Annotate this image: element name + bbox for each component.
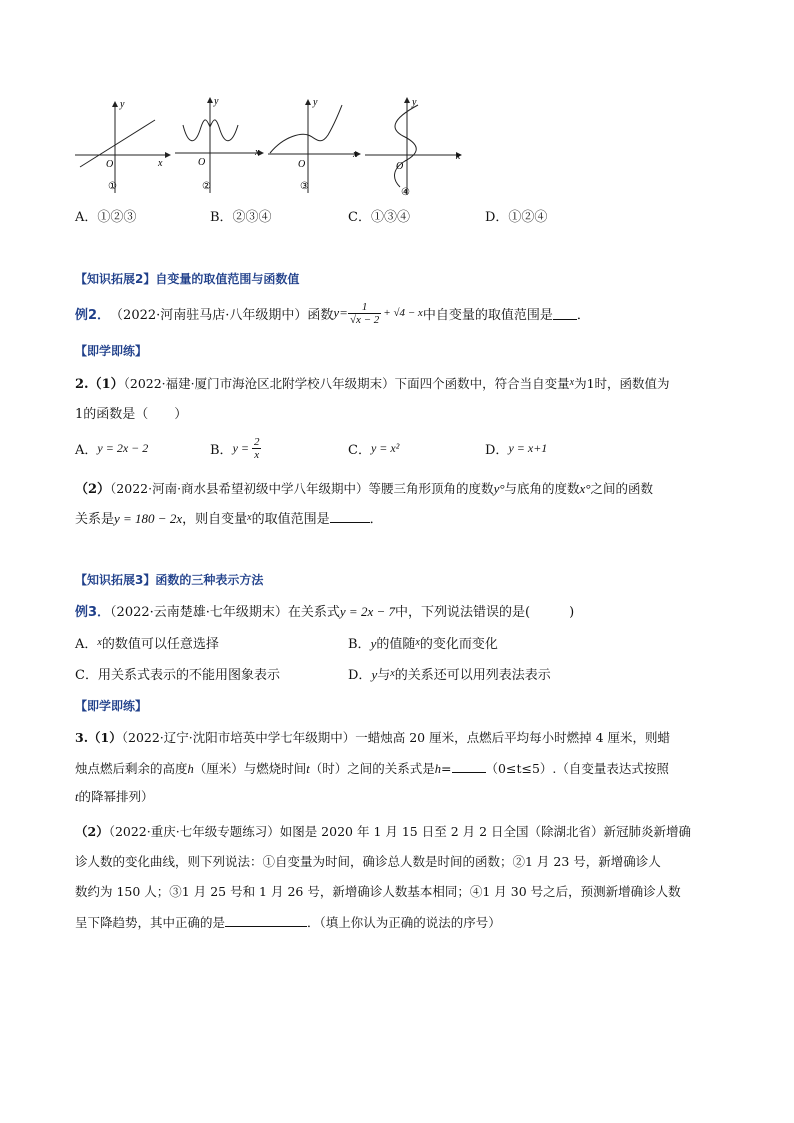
q2-1-option-d — [485, 432, 547, 464]
q2-1-option-b-label: B． — [210, 442, 233, 458]
q2-1-prefix: 2.（1） — [75, 377, 124, 392]
graph-2 — [175, 96, 264, 193]
graph-1-origin: O — [106, 159, 114, 170]
q3-1-h: h — [187, 762, 194, 776]
q2-1-option-b-fraction — [252, 436, 262, 461]
q2-2-line2-c: 的取值范围是 — [251, 512, 330, 527]
example3-option-b-y: y — [370, 636, 377, 651]
q2-1-option-c-expr: y = x² — [370, 440, 400, 455]
q3-1-line3 — [75, 787, 154, 805]
q3-2-answer-blank[interactable] — [225, 914, 307, 927]
graph-1-y-label: y — [120, 99, 125, 110]
example2-func-y: y= — [333, 305, 348, 320]
section2-header: 【知识拓展2】自变量的取值范围与函数值 — [75, 272, 300, 286]
q3-1-h2: h — [434, 762, 442, 776]
q3-1-eq: = — [441, 761, 452, 776]
example3-option-b-end: 的变化而变化 — [419, 637, 498, 652]
q2-2-var: x — [247, 512, 252, 523]
graph-2-label: ② — [202, 181, 211, 192]
graph-4-y-label: y — [412, 97, 417, 108]
graph-1 — [75, 99, 171, 193]
q3-2-line4-b: ．（填上你认为正确的说法的序号） — [307, 915, 501, 930]
q3-1-line1 — [75, 728, 670, 746]
q3-1-line2-a: 烛点燃后剩余的高度 — [75, 761, 188, 776]
q1-option-a: A．①②③ — [75, 210, 137, 225]
q3-1-line3-text: 的降幂排列） — [78, 789, 154, 804]
example3-option-d-y: y — [371, 667, 378, 682]
q2-1-option-a-label: A． — [75, 442, 98, 458]
graph-3-origin: O — [298, 159, 306, 170]
graph-2-x-label: x — [255, 147, 260, 158]
q3-2-text: （2022·重庆·七年级专题练习）如图是 2020 年 1 月 15 日至 2 月 2 日全国（除湖北省）新冠肺炎新增确 — [108, 824, 692, 839]
example3-option-b — [348, 633, 498, 652]
example2-answer-blank[interactable] — [553, 307, 577, 320]
q2-2-text: （2022·河南·商水县希望初级中学八年级期中）等腰三角形顶角的度数 — [110, 481, 494, 496]
q1-option-b: B．②③④ — [210, 210, 272, 225]
example3-option-b-x: x — [415, 637, 420, 648]
section2-practice-header: 【即学即练】 — [75, 344, 148, 358]
graph-1-x-label: x — [158, 158, 163, 169]
example2-fraction — [348, 301, 381, 326]
q2-1-var: x — [569, 377, 575, 388]
q3-1-text: （2022·辽宁·沈阳市培英中学七年级期中）一蜡烛高 20 厘米，点燃后平均每小时燃掉 4 厘米，则蜡 — [121, 730, 671, 745]
q2-1-option-d-label: D． — [485, 442, 509, 458]
q3-1-prefix: 3.（1） — [75, 730, 122, 745]
q2-1-option-b-lhs: y = — [232, 440, 249, 455]
q2-2-prefix: （2） — [75, 482, 111, 497]
q2-2-y: y° — [493, 481, 505, 496]
q2-2-mid: 与底角的度数 — [504, 481, 580, 496]
q2-1-option-c — [348, 432, 399, 464]
example3-option-a-text: 的数值可以任意选择 — [101, 637, 219, 652]
graph-1-label: ① — [108, 181, 117, 192]
q2-1-option-a-expr: y = 2x − 2 — [97, 440, 149, 455]
q2-2-dot: ． — [369, 512, 383, 527]
graph-2-origin: O — [198, 157, 206, 168]
q3-1-range: （0≤t≤5）.（自变量表达式按照 — [485, 761, 669, 776]
q3-2-prefix: （2） — [75, 824, 109, 839]
q2-1-option-d-expr: y = x+1 — [508, 440, 548, 455]
q3-1-line2-c: （时）之间的关系式是 — [309, 761, 435, 776]
q3-1-line2 — [75, 759, 669, 777]
q2-2-answer-blank[interactable] — [330, 510, 370, 523]
graph-4 — [365, 97, 462, 198]
example3-option-d-x: x — [390, 668, 395, 679]
example2-prefix: 例2． — [75, 307, 111, 323]
q2-2-expr: y = 180 − 2x — [114, 511, 183, 526]
example2-end: ． — [576, 307, 590, 323]
q2-1-option-b-den: x — [254, 448, 260, 461]
graph-4-origin: O — [396, 161, 404, 172]
q3-2-line4 — [75, 913, 501, 931]
q2-1-text-end: 为1时，函数值为 — [574, 376, 670, 391]
q2-1-line1 — [75, 373, 670, 392]
example2 — [75, 298, 590, 328]
example2-source: （2022·河南驻马店·八年级期中）函数 — [110, 307, 334, 323]
q3-2-line4-a: 呈下降趋势，其中正确的是 — [75, 915, 226, 930]
q1-option-d: D．①②④ — [485, 210, 548, 225]
example2-suffix: 中自变量的取值范围是 — [422, 307, 553, 323]
q2-1-option-c-label: C． — [348, 442, 371, 458]
q2-2-line2-b: ，则自变量 — [182, 512, 248, 527]
q3-1-t: t — [306, 762, 310, 776]
q3-1-line3-t: t — [75, 790, 79, 804]
q2-2-end: 之间的函数 — [590, 481, 654, 496]
example3-option-b-label: B． — [348, 637, 371, 652]
example3-option-b-mid: 的值随 — [376, 637, 416, 652]
q1-option-c: C．①③④ — [348, 210, 410, 225]
example3-text: （2022·云南楚雄·七年级期末）在关系式 — [110, 605, 340, 620]
example3-option-d-end: 的关系还可以用列表法表示 — [394, 668, 551, 683]
example3-option-d — [348, 664, 551, 683]
q2-2-line2 — [75, 508, 383, 527]
graph-3-x-label: x — [353, 149, 358, 160]
q3-2-line2: 诊人数的变化曲线，则下列说法：①自变量为时间，确诊总人数是时间的函数；②1 月 23 号，新增确诊人 — [75, 854, 661, 869]
example3 — [75, 601, 574, 620]
q3-1-answer-blank[interactable] — [452, 760, 486, 773]
example3-option-c: C．用关系式表示的不能用图象表示 — [75, 668, 280, 683]
function-graphs-figure — [70, 95, 470, 200]
q2-2-line1 — [75, 478, 653, 497]
graph-3 — [268, 97, 361, 193]
q2-1-option-a — [75, 432, 148, 464]
graph-3-label: ③ — [300, 181, 309, 192]
q2-1-text: （2022·福建·厦门市海沧区北附学校八年级期末）下面四个函数中，符合当自变量 — [123, 376, 570, 391]
example3-option-d-label: D． — [348, 668, 372, 683]
q2-2-x: x° — [579, 481, 591, 496]
graph-2-y-label: y — [214, 96, 219, 107]
example3-prefix: 例3． — [75, 605, 111, 620]
example3-option-d-mid: 与 — [377, 668, 391, 683]
q3-2-line1 — [75, 822, 691, 840]
example3-option-a — [75, 633, 219, 652]
q2-2-line2-a: 关系是 — [75, 512, 115, 527]
example3-option-a-label: A． — [75, 637, 98, 652]
section3-practice-header: 【即学即练】 — [75, 699, 148, 713]
graph-4-label: ④ — [401, 187, 410, 198]
q2-1-option-b-num: 2 — [254, 435, 260, 448]
example3-expr: y = 2x − 7 — [339, 604, 395, 619]
q2-1-line2: 1的函数是（ ） — [75, 407, 188, 422]
example2-sqrt-term: + √4 − x — [383, 307, 423, 319]
q2-1-option-b — [210, 432, 262, 464]
graph-4-x-label: x — [456, 151, 461, 162]
graph-3-y-label: y — [313, 97, 318, 108]
example2-frac-num: 1 — [361, 300, 368, 313]
q3-2-line3: 数约为 150 人；③1 月 25 号和 1 月 26 号，新增确诊人数基本相同；④1 月 30 号之后，预测新增确诊人数 — [75, 884, 681, 899]
example3-end: 中，下列说法错误的是( ) — [395, 605, 575, 620]
example2-frac-den: √x − 2 — [349, 313, 380, 326]
q3-1-line2-b: （厘米）与燃烧时间 — [193, 761, 307, 776]
example3-option-a-var: x — [97, 637, 102, 648]
section3-header: 【知识拓展3】函数的三种表示方法 — [75, 573, 264, 587]
